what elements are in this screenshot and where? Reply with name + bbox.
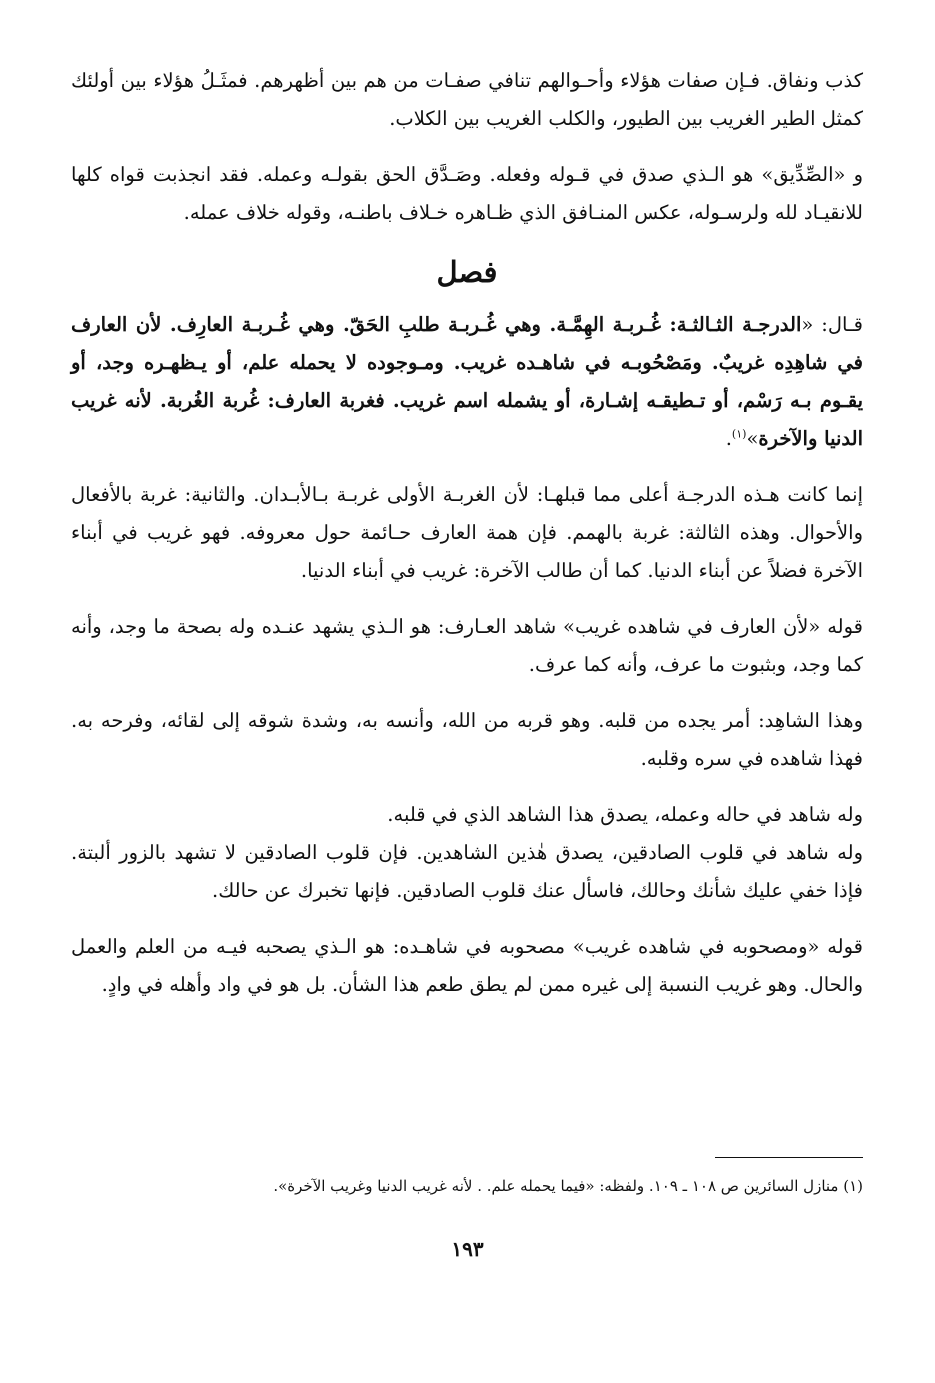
footnote-divider [715,1157,863,1158]
paragraph-quote [71,306,863,458]
paragraph-witness: قوله «لأن العارف في شاهده غريب» شاهد العـارف: هو الـذي يشهد عنـده وله بصحة ما وجد، وأنه كما وجد، وبثبوت ما عرف، وأنه كما عرف. [71,615,863,676]
section-heading: فصل [436,255,498,289]
paragraph-hearts-witness: وله شاهد في قلوب الصادقين، يصدق هٰذين الشاهدين. فإن قلوب الصادقين لا تشهد بالزور ألبتة. فإذا خفي عليك شأنك وحالك، فاسأل عنك قلوب الصادقين. فإنها تخبرك عن حالك. [71,841,863,902]
paragraph-third-degree: إنما كانت هـذه الدرجـة أعلى مما قبلهـا: لأن الغربـة الأولى غربـة بـالأبـدان. والثانية: غربة بالأفعال والأحوال. وهذه الثالثة: غربة بالهمم. فإن همة العارف حـائمة حول معروفه. فهو غريب في أبناء الآخرة فضلاً عن أبناء الدنيا. كما أن طالب الآخرة: غريب في أبناء الدنيا. [71,483,863,582]
paragraph-this-witness: وهذا الشاهِد: أمر يجده من قلبه. وهو قربه من الله، وأنسه به، وشدة شوقه إلى لقائه، وفرحه به. فهذا شاهده في سره وقلبه. [71,709,863,770]
page-body [71,62,863,1022]
paragraph-state-witness: وله شاهد في حاله وعمله، يصدق هذا الشاهد الذي في قلبه. [387,803,863,826]
footnote: (١) منازل السائرين ص ١٠٨ ـ ١٠٩. ولفظه: «فيما يحمله علم. . لأنه غريب الدنيا وغريب الآخرة». [273,1177,863,1195]
quote-end: . [725,427,732,450]
quote-lead: قـال: « [801,313,864,336]
page-number: ١٩٣ [451,1237,484,1261]
footnote-marker: (١) [731,427,747,441]
quote-close: » [746,427,759,450]
paragraph-opening: كذب ونفاق. فـإن صفات هؤلاء وأحـوالهم تنافي صفـات من هم بين أظهرهم. فمثَـلُ هؤلاء بين أولئك كمثل الطير الغريب بين الطيور، والكلب الغريب بين الكلاب. [71,69,863,130]
quote-bold-text: الدرجـة الثـالثـة: غُـربـة الهِمَّـة. وهي غُـربـة طلبِ الحَقّ. وهي غُـربـة العارِف. لأن العارف في شاهِدِه غريبٌ. ومَصْحُوبـه في شاهـده غريب. ومـوجوده لا يحمله علم، أو يـظهـره وجد، أو يقـوم بـه رَسْم، أو تـطيقـه إشـارة، أو يشمله اسم غريب. فغربة العارف: غُربة الغُربة. لأنه غريب الدنيا والآخرة [71,313,863,450]
paragraph-companion: قوله «ومصحوبه في شاهده غريب» مصحوبه في شاهـده: هو الـذي يصحبه فيـه من العلم والعمل والحال. وهو غريب النسبة إلى غيره ممن لم يطق طعم هذا الشأن. بل هو في واد وأهله في وادٍ. [71,935,863,996]
paragraph-siddiq: و «الصِّدِّيق» هو الـذي صدق في قـوله وفعله. وصَـدَّق الحق بقولـه وعمله. فقد انجذبت قواه كلها للانقيـاد لله ولرسـوله، عكس المنـافق الذي ظـاهره خـلاف باطنـه، وقوله خلاف عمله. [71,163,863,224]
